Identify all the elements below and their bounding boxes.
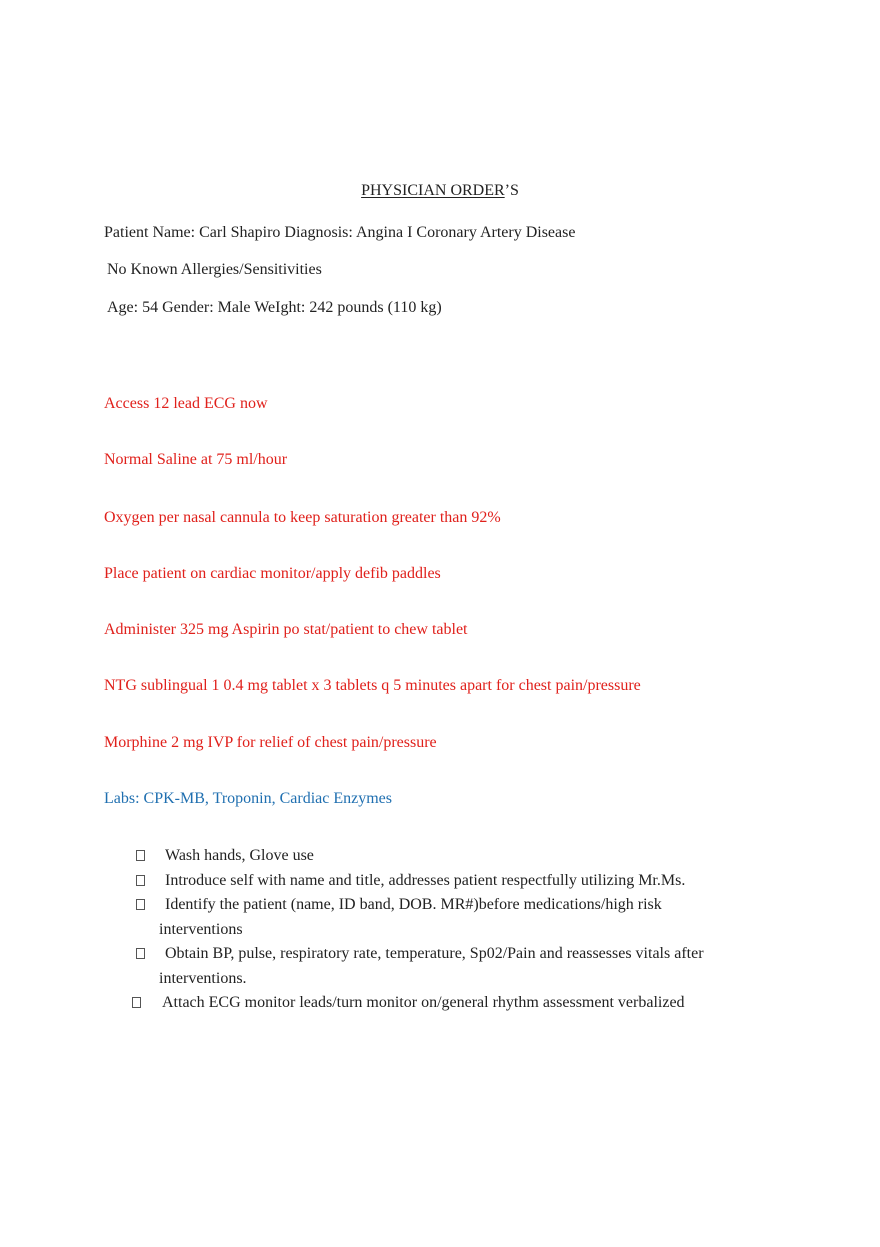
order-item: NTG sublingual 1 0.4 mg tablet x 3 tablets q 5 minutes apart for chest pain/pressure xyxy=(104,677,641,694)
checklist-text: Obtain BP, pulse, respiratory rate, temperature, Sp02/Pain and reassesses vitals after xyxy=(165,945,704,962)
checklist-text-continued: interventions. xyxy=(159,969,247,987)
page-title-suffix: ’S xyxy=(504,182,519,199)
checklist-text: Wash hands, Glove use xyxy=(165,847,314,864)
order-item: Place patient on cardiac monitor/apply defib paddles xyxy=(104,565,441,582)
checklist-text-continued: interventions xyxy=(159,920,243,938)
order-item: Access 12 lead ECG now xyxy=(104,395,268,412)
checklist-text: Identify the patient (name, ID band, DOB. MR#)before medications/high risk xyxy=(165,896,662,913)
order-item: Administer 325 mg Aspirin po stat/patient to chew tablet xyxy=(104,621,468,638)
checkbox-icon xyxy=(136,899,145,910)
page-title xyxy=(0,182,880,200)
patient-info-line: Patient Name: Carl Shapiro Diagnosis: Angina I Coronary Artery Disease xyxy=(104,224,576,241)
checkbox-icon xyxy=(136,875,145,886)
order-item: Oxygen per nasal cannula to keep saturation greater than 92% xyxy=(104,509,501,526)
labs-line: Labs: CPK-MB, Troponin, Cardiac Enzymes xyxy=(104,790,392,807)
page-title-main: PHYSICIAN ORDER xyxy=(361,182,505,199)
checklist-text: Introduce self with name and title, addresses patient respectfully utilizing Mr.Ms. xyxy=(165,872,686,889)
checkbox-icon xyxy=(136,850,145,861)
demographics-line: Age: 54 Gender: Male WeIght: 242 pounds (110 kg) xyxy=(107,299,442,316)
checkbox-icon xyxy=(132,997,141,1008)
allergies-line: No Known Allergies/Sensitivities xyxy=(107,261,322,278)
order-item: Normal Saline at 75 ml/hour xyxy=(104,451,288,468)
checkbox-icon xyxy=(136,948,145,959)
order-item: Morphine 2 mg IVP for relief of chest pain/pressure xyxy=(104,734,437,751)
checklist-text: Attach ECG monitor leads/turn monitor on/general rhythm assessment verbalized xyxy=(162,994,685,1011)
